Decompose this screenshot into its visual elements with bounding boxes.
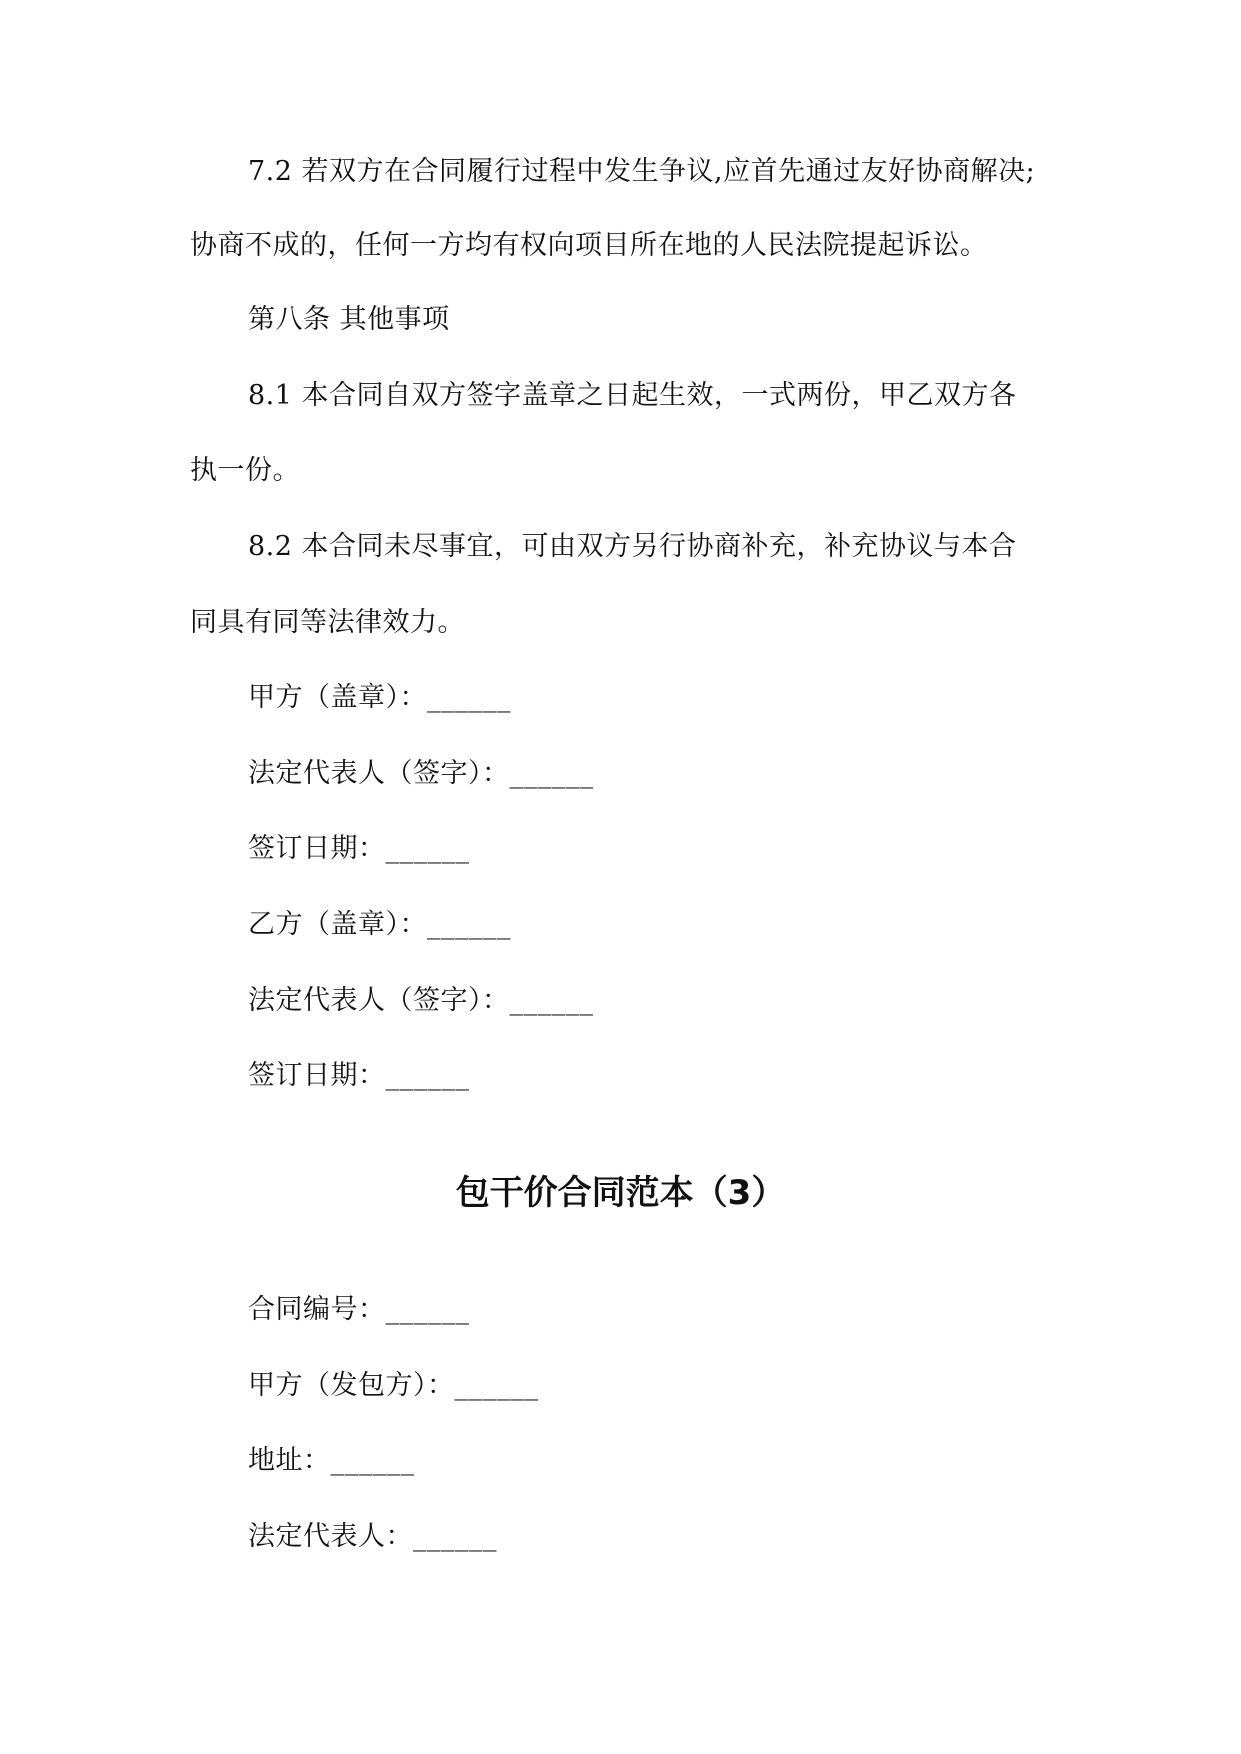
party-a-contractor-line: 甲方（发包方）：______ <box>248 1370 539 1401</box>
clause-8-1-line-2: 执一份。 <box>190 455 300 486</box>
party-a-representative-line: 法定代表人（签字）：______ <box>248 758 594 789</box>
clause-8-2-line-2: 同具有同等法律效力。 <box>190 607 465 638</box>
party-a-seal-line: 甲方（盖章）：______ <box>248 682 511 713</box>
clause-8-1-line-1: 8.1 本合同自双方签字盖章之日起生效，一式两份，甲乙双方各 <box>248 380 1017 411</box>
contract-number-line: 合同编号：______ <box>248 1294 470 1325</box>
article-8-heading: 第八条 其他事项 <box>248 304 450 335</box>
clause-7-2-line-1: 7.2 若双方在合同履行过程中发生争议,应首先通过友好协商解决; <box>248 156 1036 187</box>
contract-title: 包干价合同范本（3） <box>455 1173 786 1213</box>
clause-7-2-line-2: 协商不成的，任何一方均有权向项目所在地的人民法院提起诉讼。 <box>190 230 988 261</box>
address-line: 地址：______ <box>248 1445 415 1476</box>
legal-representative-line: 法定代表人：______ <box>248 1521 497 1552</box>
clause-8-2-line-1: 8.2 本合同未尽事宜，可由双方另行协商补充，补充协议与本合 <box>248 531 1017 562</box>
party-a-date-line: 签订日期：______ <box>248 833 470 864</box>
party-b-date-line: 签订日期：______ <box>248 1060 470 1091</box>
party-b-seal-line: 乙方（盖章）：______ <box>248 909 511 940</box>
party-b-representative-line: 法定代表人（签字）：______ <box>248 985 594 1016</box>
